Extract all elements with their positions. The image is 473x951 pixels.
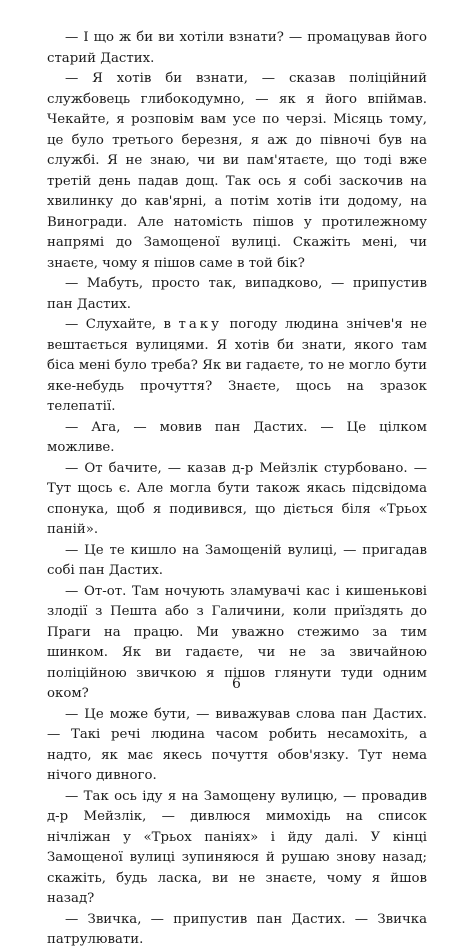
paragraph: — Це може бути, — виважував слова пан Дастих. — Такі речі людина часом робить несамохіть, а надто, як має якесь почуття обов'язку. Тут нема нічого дивного. <box>47 706 427 783</box>
paragraph: — І що ж би ви хотіли взнати? — промацував його старий Дастих. <box>47 30 427 66</box>
paragraph: — Звичка, — припустив пан Дастих. — Звичка патрулювати. <box>47 911 427 947</box>
body-text <box>47 28 427 951</box>
paragraph: — Мабуть, просто так, випадково, — припустив пан Дастих. <box>47 276 427 312</box>
paragraph: — Так ось іду я на Замощену вулицю, — провадив д-р Мейзлік, — дивлюся мимохідь на список нічліжан у «Трьох паніях» і йду далі. У кінці Замощеної вулиці зупиняюся й рушаю знову назад; скажіть, будь ласка, ви не знаєте, чому я йшов назад? <box>47 788 427 906</box>
paragraph: — От бачите, — казав д-р Мейзлік стурбовано. — Тут щось є. Але могла бути також якась підсвідома спонука, щоб я подивився, що діється біля «Трьох паній». <box>47 460 427 537</box>
paragraph-segment: — Слухайте, в <box>65 317 179 332</box>
spaced-emphasis: таку <box>178 317 222 332</box>
paragraph: — Це те кишло на Замощеній вулиці, — пригадав собі пан Дастих. <box>47 542 427 578</box>
paragraph-segment: погоду людина знічев'я не вештається вулицями. Я хотів би знати, якого там біса мені було треба? Як ви гадаєте, то не могло бути яке-небудь прочуття? Знаєте, щось на зразок телепатії. <box>47 317 427 414</box>
paragraph: — От-от. Там ночують зламувачі кас і кишенькові злодії з Пешта або з Галичини, коли приїздять до Праги на працю. Ми уважно стежимо за тим шинком. Як ви гадаєте, чи не за звичайною поліційною звичкою я пішов глянути туди одним оком? <box>47 583 427 701</box>
paragraph: — Я хотів би взнати, — сказав поліційний службовець глибокодумно, — як я його впіймав. Чекайте, я розповім вам усе по черзі. Місяць тому, це було третього березня, я аж до півночі був на службі. Я не знаю, чи ви пам'ятаєте, що тоді вже третій день падав дощ. Так ось я собі заскочив на хвилинку до кав'ярні, а потім хотів іти додому, на Виногради. Але натомість пішов у протилежному напрямі до Замощеної вулиці. Скажіть мені, чи знаєте, чому я пішов саме в той бік? <box>47 71 427 271</box>
paragraph <box>47 315 427 418</box>
paragraph: — Ага, — мовив пан Дастих. — Це цілком можливе. <box>47 419 427 455</box>
page-number: 6 <box>232 676 241 692</box>
